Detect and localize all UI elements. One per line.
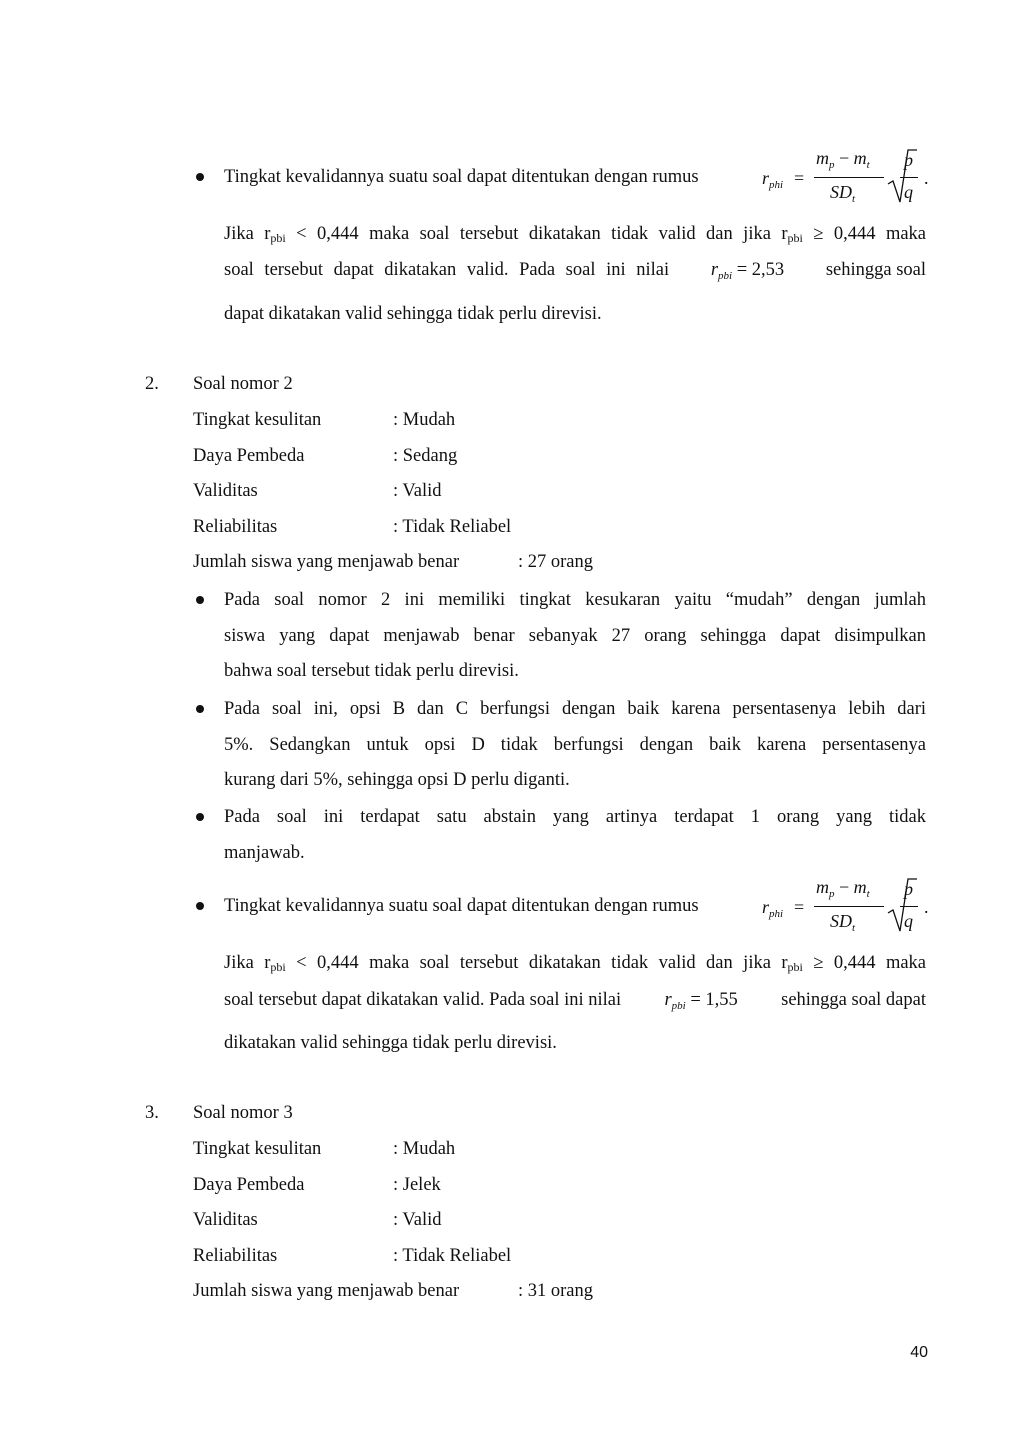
row-value: : Sedang [393, 446, 458, 466]
jumlah-value: : 27 orang [518, 552, 594, 572]
rpbi-value: $r_{pbi} = 1,55$ [664, 990, 738, 1012]
bullet-3-line-1: Pada soal ini terdapat satu abstain yang artinya terdapat 1 orang yang tidak [224, 807, 926, 827]
row-value: : Mudah [393, 410, 456, 430]
row-label: Validitas [193, 481, 258, 501]
bullet-2-line-1: Pada soal ini, opsi B dan C berfungsi dengan baik karena persentasenya lebih dari [224, 699, 926, 719]
page-number: 40 [910, 1344, 928, 1361]
item-number: 2. [145, 374, 159, 394]
row-label: Tingkat kesulitan [193, 410, 322, 430]
bullet-dot [196, 705, 204, 713]
row-label: Daya Pembeda [193, 446, 305, 466]
jumlah-label: Jumlah siswa yang menjawab benar [193, 1281, 460, 1301]
bullet-dot [196, 902, 204, 910]
bullet-3-line-2: manjawab. [224, 843, 305, 863]
row-label: Tingkat kesulitan [193, 1139, 322, 1159]
row-label: Reliabilitas [193, 517, 278, 537]
row-label: Daya Pembeda [193, 1175, 305, 1195]
item-title: Soal nomor 2 [193, 374, 293, 394]
jika-line-1: Jika $r_{pbi} < 0,444$ maka soal tersebut dikatakan tidak valid dan jika $r_{pbi} \ge 0,444$ maka [224, 953, 927, 974]
bullet-2-line-3: kurang dari 5%, sehingga opsi D perlu diganti. [224, 770, 570, 790]
row-label: Reliabilitas [193, 1246, 278, 1266]
rpbi-formula: $r_{phi}$ = $m_p - m_t$ $SD_t$ p q . [762, 148, 929, 205]
row-value: : Tidak Reliabel [393, 1246, 512, 1266]
bullet-dot [196, 813, 204, 821]
bullet-1-line-1: Pada soal nomor 2 ini memiliki tingkat kesukaran yaitu “mudah” dengan jumlah [224, 590, 926, 610]
bullet-dot [196, 173, 204, 181]
jika-line-3: dapat dikatakan valid sehingga tidak perlu direvisi. [224, 304, 602, 324]
jika-line-1: Jika $r_{pbi} < 0,444$ maka soal tersebut dikatakan tidak valid dan jika $r_{pbi} \ge 0,444$ maka [224, 224, 927, 245]
row-value: : Valid [393, 481, 442, 501]
item-title: Soal nomor 3 [193, 1103, 293, 1123]
row-label: Validitas [193, 1210, 258, 1230]
row-value: : Tidak Reliabel [393, 517, 512, 537]
jumlah-value: : 31 orang [518, 1281, 594, 1301]
row-value: : Jelek [393, 1175, 441, 1195]
jumlah-label: Jumlah siswa yang menjawab benar [193, 552, 460, 572]
bullet-dot [196, 596, 204, 604]
rpbi-value: $r_{pbi} = 2,53$ [710, 260, 785, 282]
item-number: 3. [145, 1103, 159, 1123]
jika-line-3: dikatakan valid sehingga tidak perlu direvisi. [224, 1033, 557, 1053]
bullet-formula-text: Tingkat kevalidannya suatu soal dapat ditentukan dengan rumus [224, 896, 699, 916]
bullet-1-line-2: siswa yang dapat menjawab benar sebanyak 27 orang sehingga dapat disimpulkan [224, 626, 926, 646]
row-value: : Valid [393, 1210, 442, 1230]
row-value: : Mudah [393, 1139, 456, 1159]
bullet-2-line-2: 5%. Sedangkan untuk opsi D tidak berfungsi dengan baik karena persentasenya [224, 735, 926, 755]
rpbi-formula: $r_{phi}$ = $m_p - m_t$ $SD_t$ p q . [762, 877, 929, 934]
jika-line-2: soal tersebut dapat dikatakan valid. Pada soal ini nilai $r_{pbi} = 1,55$ sehingga soal dapat [224, 982, 926, 1020]
jika-line-2: soal tersebut dapat dikatakan valid. Pada soal ini nilai $r_{pbi} = 2,53$ sehingga soal [224, 252, 926, 290]
bullet-formula-text: Tingkat kevalidannya suatu soal dapat ditentukan dengan rumus [224, 167, 699, 187]
bullet-1-line-3: bahwa soal tersebut tidak perlu direvisi. [224, 661, 519, 681]
